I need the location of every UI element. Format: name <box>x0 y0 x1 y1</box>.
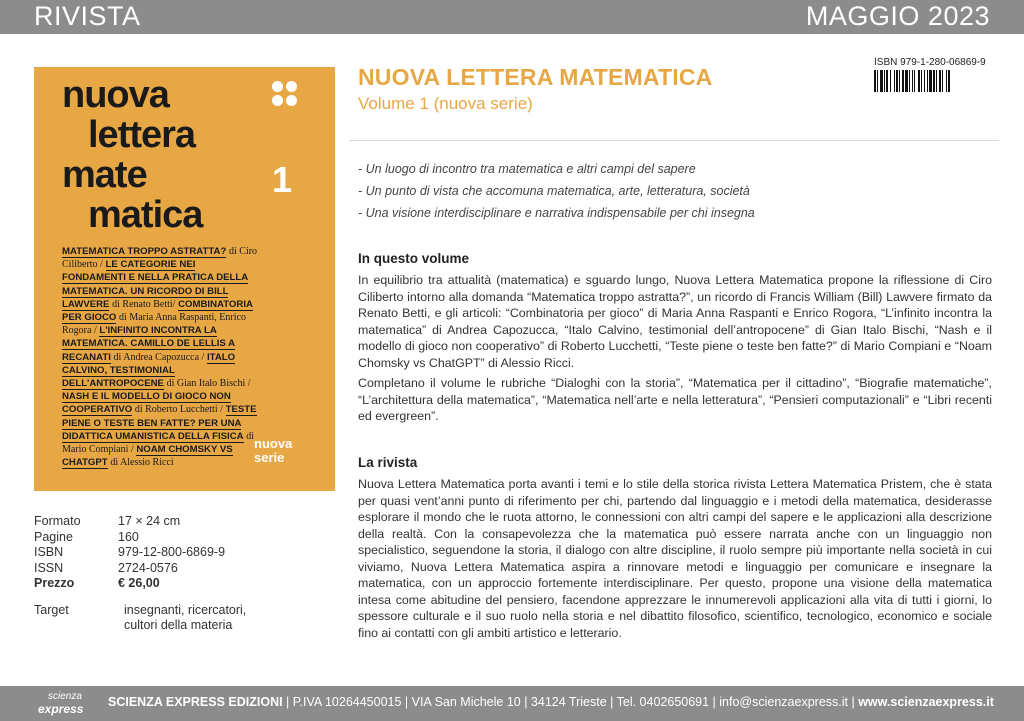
series-line: nuova <box>254 436 293 451</box>
flower-icon <box>272 81 298 107</box>
spec-value: 160 <box>118 529 139 544</box>
mast-line: lettera <box>88 114 196 156</box>
key-point: - Un punto di vista che accomuna matematica, arte, letteratura, società <box>358 184 750 198</box>
toc-title: NASH E IL MODELLO DI GIOCO NON COOPERATIVO <box>62 391 231 416</box>
mast-line: nuova <box>62 74 169 116</box>
spec-key: Pagine <box>34 529 73 544</box>
target-audience <box>34 603 246 634</box>
key-points <box>358 158 755 224</box>
footer-bar <box>0 686 1024 721</box>
mast-line: mate <box>62 154 147 196</box>
issue-date: MAGGIO 2023 <box>805 1 990 31</box>
toc-title: TESTE PIENE O TESTE BEN FATTE? PER UNA DIDATTICA UMANISTICA DELLA FISICA <box>62 404 257 442</box>
barcode-bars <box>874 70 992 92</box>
toc-title: NOAM CHOMSKY VS CHATGPT <box>62 444 233 469</box>
spec-key: ISSN <box>34 560 64 575</box>
publisher-name: SCIENZA EXPRESS EDIZIONI <box>108 695 283 709</box>
target-line: insegnanti, ricercatori, <box>124 602 247 617</box>
toc-title: L'INFINITO INCONTRA LA MATEMATICA. CAMILLO DE LELLIS A RECANATI <box>62 325 236 363</box>
spec-value: 2724-0576 <box>118 560 178 575</box>
cover-image <box>34 67 335 491</box>
spec-row <box>34 530 246 546</box>
key-point: - Una visione interdisciplinare e narrativa indispensabile per chi insegna <box>358 206 755 220</box>
toc-author: di Alessio Ricci <box>110 457 174 469</box>
series-line: serie <box>254 450 285 465</box>
key-point: - Un luogo di incontro tra matematica e altri campi del sapere <box>358 162 696 176</box>
cover-masthead <box>62 75 202 235</box>
logo-text: scienza <box>48 691 82 702</box>
logo-text: express <box>38 702 84 716</box>
cover-issue-number: 1 <box>272 159 293 200</box>
spec-row <box>34 514 246 530</box>
spec-key: Prezzo <box>34 576 75 590</box>
toc-author: di Andrea Capozucca / <box>113 351 205 363</box>
spec-key: Target <box>34 602 69 617</box>
paragraph: Completano il volume le rubriche “Dialoghi con la storia”, “Matematica per il cittadino”, “Biografie matematiche”, “L’architettura della matematica”, “Matematica nell’arte e nella letteratura”, “Pensieri computazionali” e “Libri recenti ed evergreen”. <box>358 376 992 423</box>
section-heading: In questo volume <box>358 251 470 266</box>
toc-title: MATEMATICA TROPPO ASTRATTA? <box>62 246 227 257</box>
price-value: € 26,00 <box>118 576 160 590</box>
toc-title: COMBINATORIA PER GIOCO <box>62 298 253 324</box>
toc-title: LE CATEGORIE NEI FONDAMENTI E NELLA PRATICA DELLA MATEMATICA. UN RICORDO DI BILL LAWVERE <box>62 259 249 310</box>
spec-key: Formato <box>34 514 81 528</box>
section-heading: La rivista <box>358 455 418 470</box>
target-line: cultori della materia <box>124 618 233 632</box>
toc-author: di Mario Compiani / <box>62 430 255 456</box>
divider <box>349 140 999 141</box>
barcode <box>874 57 994 92</box>
toc-author: di Ciro Ciliberto / <box>62 246 258 271</box>
top-banner <box>0 0 1024 34</box>
toc-title: ITALO CALVINO, TESTIMONIAL DELL'ANTROPOCENE <box>62 351 236 390</box>
page-title: NUOVA LETTERA MATEMATICA <box>358 64 713 90</box>
website-link[interactable]: www.scienzaexpress.it <box>858 695 994 709</box>
cover-contents <box>62 245 262 469</box>
spec-value: 17 × 24 cm <box>118 514 181 528</box>
publisher-logo <box>30 689 90 719</box>
spec-key: ISBN <box>34 545 64 559</box>
target-value <box>124 603 246 634</box>
publisher-info <box>108 695 994 709</box>
toc-author: di Renato Betti/ <box>112 298 176 310</box>
mast-line: matica <box>88 194 203 236</box>
section-label: RIVISTA <box>34 1 141 31</box>
spec-row <box>34 561 246 577</box>
spec-value: 979-12-800-6869-9 <box>118 545 226 559</box>
spec-row <box>34 545 246 561</box>
page-subtitle: Volume 1 (nuova serie) <box>358 94 533 113</box>
publisher-details: | P.IVA 10264450015 | VIA San Michele 10 | 34124 Trieste | Tel. 0402650691 | info@scienzaexpress.it | <box>282 695 859 709</box>
paragraph: Nuova Lettera Matematica porta avanti i temi e lo stile della storica rivista Lettera Matematica Pristem, che è stata per quasi vent’anni punto di riferimento per chi, partendo dal linguaggio e i metodi della matematica, desiderasse esplorare il mondo che le ruota attorno, le connessioni con altri campi del sapere e le applicazioni alla descrizione della realtà. Con la consapevolezza che la matematica può essere narrata anche con un linguaggio non specialistico, seguendone la storia, il dialogo con altre discipline, il ruolo sempre più importante nella società in cui viviamo, Nuova Lettera Matematica aspira a rinnovare metodi e linguaggio per comunicare e insegnare la matematica, con un approccio fortemente interdisciplinare. Per questo, propone una visione della matematica intesa come abitudine del pensiero, facendone apprezzare le innumerevoli applicazioni alla vita di tutti i giorni, lo spessore culturale e il suo ruolo nella storia e nel dibattito filosofico, scientifico, tecnologico, economico e sociale fino ai contatti con gli ambiti artistico e letterario. <box>358 477 992 640</box>
spec-row-price <box>34 576 246 592</box>
product-specs <box>34 514 246 634</box>
cover-series-label <box>254 437 292 465</box>
barcode-isbn: ISBN 979-1-280-06869-9 <box>874 57 986 68</box>
toc-author: di Maria Anna Raspanti, Enrico Rogora / <box>62 312 246 337</box>
toc-author: di Roberto Lucchetti / <box>134 404 223 416</box>
paragraph: In equilibrio tra attualità (matematica) e sguardo lungo, Nuova Lettera Matematica propone la riflessione di Ciro Ciliberto intorno alla domanda “Matematica troppo astratta?”, un ricordo di Francis William (Bill) Lawvere firmato da Renato Betti, e gli articoli: “Combinatoria per gioco” di Maria Anna Raspanti e Enrico Rogora, “L’infinito incontra la matematica” di Andrea Capozucca, “Italo Calvino, testimonial dell’antropocene” di Gian Italo Bischi, “Nash e il modello di gioco non cooperativo” di Roberto Lucchetti, “Teste piene o teste ben fatte?” di Mario Compiani e “Noam Chomsky vs ChatGPT” di Alessio Ricci. <box>358 273 992 370</box>
toc-author: di Gian Italo Bischi / <box>166 378 251 390</box>
